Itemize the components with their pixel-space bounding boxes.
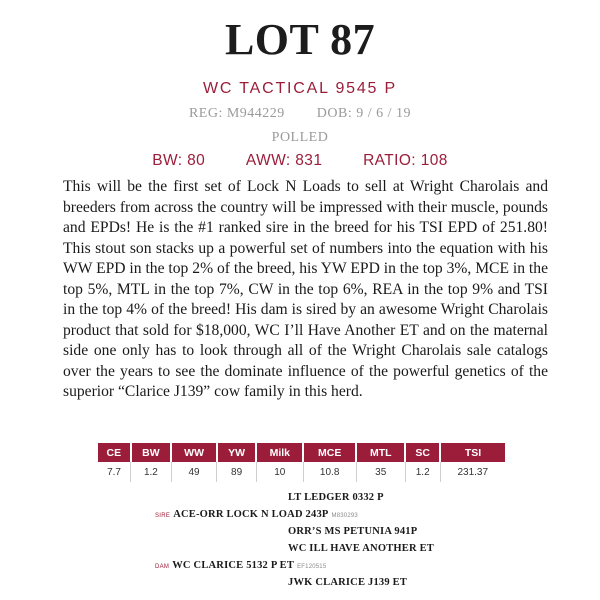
pedigree-dam-reg: EF120515 <box>297 564 327 570</box>
pedigree-dam-name: WC CLARICE 5132 P ET <box>172 560 295 571</box>
epd-value-mtl: 35 <box>356 462 405 482</box>
pedigree-dam-tag: DAM <box>155 564 170 570</box>
pedigree-sire-name: ACE-ORR LOCK N LOAD 243P <box>173 509 329 520</box>
epd-value-mce: 10.8 <box>303 462 356 482</box>
pedigree-sire-reg: M830293 <box>331 513 358 519</box>
polled-label: POLLED <box>271 130 329 145</box>
epd-value-ce: 7.7 <box>98 462 131 482</box>
epd-value-yw: 89 <box>217 462 257 482</box>
epd-value-bw: 1.2 <box>131 462 172 482</box>
pedigree-sire <box>155 509 358 520</box>
performance-stats <box>0 152 600 170</box>
epd-header-mce: MCE <box>303 443 356 462</box>
bull-name: WC TACTICAL 9545 P <box>203 80 397 97</box>
registration-number: REG: M944229 <box>188 106 285 121</box>
epd-header-row <box>98 443 505 462</box>
stat-bw: BW: 80 <box>152 152 206 169</box>
epd-header-ww: WW <box>171 443 217 462</box>
epd-header-sc: SC <box>405 443 440 462</box>
pedigree-dam-sire: WC ILL HAVE ANOTHER ET <box>288 543 434 554</box>
stat-ratio: RATIO: 108 <box>363 152 448 169</box>
epd-header-yw: YW <box>217 443 257 462</box>
date-of-birth: DOB: 9 / 6 / 19 <box>316 106 412 121</box>
epd-value-tsi: 231.37 <box>457 466 489 478</box>
pedigree-dam-dam: JWK CLARICE J139 ET <box>288 577 408 588</box>
epd-header-milk: Milk <box>256 443 303 462</box>
epd-header-ce: CE <box>98 443 131 462</box>
lot-description: This will be the first set of Lock N Loads to sell at Wright Charolais and breeders from across the country will be impressed with their muscle, pounds and EPDs! He is the #1 ranked sire in the breed for his TSI EPD of 251.80! This stout son stacks up a powerful set of numbers into the equation with his WW EPD in the top 2% of the breed, his YW EPD in the top 3%, MCE in the top 5%, MTL in the top 7%, CW in the top 6%, REA in the top 9% and TSI in the top 4% of the breed! His dam is sired by an awesome Wright Charolais product that sold for $18,000, WC I’ll Have Another ET and on the maternal side one only has to look through all of the Wright Charolais sale catalogs over the years to see the dominate influence of the powerful genetics of the superior “Clarice J139” cow family in this herd. <box>63 178 548 400</box>
epd-value-milk: 10 <box>256 462 303 482</box>
epd-header-bw: BW <box>131 443 172 462</box>
epd-value-row <box>98 462 505 482</box>
epd-header-mtl: MTL <box>356 443 405 462</box>
registration-line <box>0 106 600 122</box>
lot-title: LOT 87 <box>224 15 376 64</box>
epd-value-sc: 1.2 <box>405 462 440 482</box>
epd-header-tsi: TSI <box>440 443 505 462</box>
pedigree-sire-sire: LT LEDGER 0332 P <box>288 492 384 503</box>
epd-value-ww: 49 <box>171 462 217 482</box>
pedigree-dam <box>155 560 326 571</box>
stat-aww: AWW: 831 <box>245 152 323 169</box>
pedigree-sire-dam: ORR’S MS PETUNIA 941P <box>288 526 418 537</box>
pedigree-sire-tag: SIRE <box>155 513 171 519</box>
epd-table <box>98 443 505 482</box>
